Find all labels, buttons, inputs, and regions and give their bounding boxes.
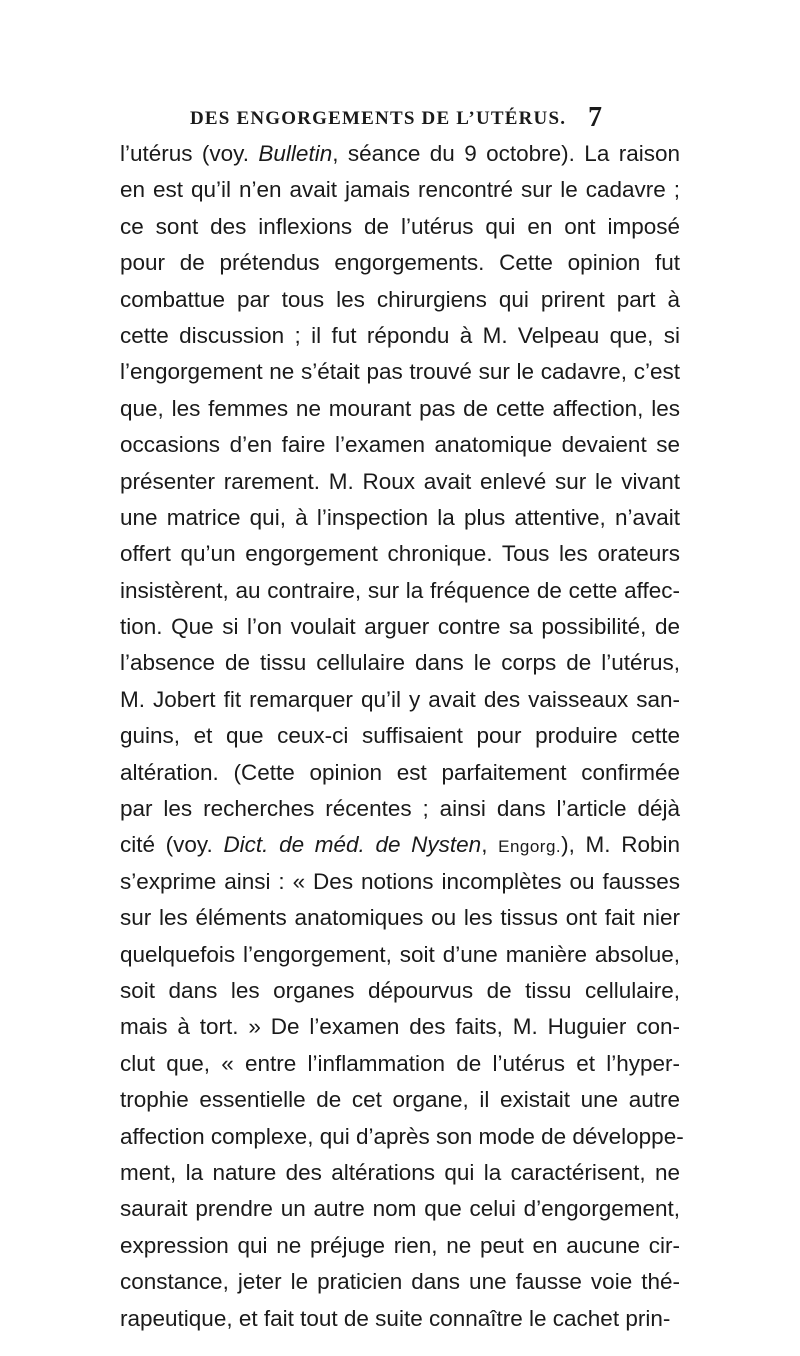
running-head [0,102,800,133]
text-segment: l’engorgement ne s’était pas trouvé sur le cadavre, c’est [120,359,680,385]
text-segment: altération. (Cette opinion est parfaitement confirmée [120,759,680,785]
italic-text: Bulletin [258,141,333,166]
text-line [120,827,680,863]
text-segment: soit dans les organes dépourvus de tissu cellulaire, [120,977,680,1003]
italic-text: Dict. de méd. de Nysten [223,832,482,858]
text-segment: l’utérus (voy. [120,141,259,166]
text-line [120,609,680,645]
text-line [120,755,680,791]
text-segment: cité (voy. [120,832,224,858]
text-line [120,427,680,463]
text-segment: ), M. Robin [561,832,681,858]
text-line [120,536,680,572]
text-line [120,1046,680,1082]
text-line [120,973,680,1009]
smallcaps-text: Engorg. [498,837,562,857]
text-segment: M. Jobert fit remarquer qu’il y avait des vaisseaux san- [120,686,680,712]
text-segment: offert qu’un engorgement chronique. Tous les orateurs [120,541,680,567]
text-segment: affection complexe, qui d’après son mode de développe- [120,1123,684,1149]
text-segment: , séance du 9 octobre). La raison [332,141,680,166]
text-segment: trophie essentielle de cet organe, il existait une autre [120,1087,680,1113]
text-segment: s’exprime ainsi : « Des notions incomplètes ou fausses [120,868,680,894]
text-segment: combattue par tous les chirurgiens qui prirent part à [120,286,680,312]
text-line [120,245,680,281]
text-line [120,791,680,827]
text-segment: mais à tort. » De l’examen des faits, M. Huguier con- [120,1014,680,1040]
text-segment: l’absence de tissu cellulaire dans le corps de l’utérus, [120,650,680,676]
text-segment: présenter rarement. M. Roux avait enlevé sur le vivant [120,468,680,494]
text-line [120,391,680,427]
text-segment: occasions d’en faire l’examen anatomique devaient se [120,432,680,458]
text-line [120,464,680,500]
text-line [120,136,680,172]
text-segment: , [481,832,499,858]
page-number: 7 [588,102,602,133]
text-segment: par les recherches récentes ; ainsi dans l’article déjà [120,796,680,822]
text-line [120,1264,680,1300]
text-segment: rapeutique, et fait tout de suite connaître le cachet prin- [120,1305,671,1331]
text-line [120,1119,684,1155]
text-line [120,282,680,318]
text-line [120,573,680,609]
text-segment: ment, la nature des altérations qui la caractérisent, ne [120,1159,680,1185]
text-line [120,1009,680,1045]
text-line [120,354,680,390]
text-segment: pour de prétendus engorgements. Cette opinion fut [120,250,680,276]
text-line [120,645,680,681]
text-line [120,500,680,536]
text-segment: clut que, « entre l’inflammation de l’utérus et l’hyper- [120,1050,680,1076]
text-segment: insistèrent, au contraire, sur la fréquence de cette affec- [120,577,680,603]
text-segment: une matrice qui, à l’inspection la plus attentive, n’avait [120,504,680,530]
text-segment: sur les éléments anatomiques ou les tissus ont fait nier [120,905,680,931]
text-line [120,900,680,936]
text-line [120,209,680,245]
text-segment: en est qu’il n’en avait jamais rencontré sur le cadavre ; [120,177,680,203]
text-segment: cette discussion ; il fut répondu à M. Velpeau que, si [120,322,680,348]
text-segment: constance, jeter le praticien dans une fausse voie thé- [120,1269,680,1295]
text-line [120,718,680,754]
text-segment: expression qui ne préjuge rien, ne peut en aucune cir- [120,1232,680,1258]
text-segment: quelquefois l’engorgement, soit d’une manière absolue, [120,941,680,967]
text-line [120,1228,680,1264]
text-segment: guins, et que ceux-ci suffisaient pour produire cette [120,723,680,749]
text-line [120,318,680,354]
text-line [120,172,680,208]
text-segment: saurait prendre un autre nom que celui d’engorgement, [120,1196,680,1222]
text-line [120,937,680,973]
text-line [120,864,680,900]
text-line [120,1155,680,1191]
text-segment: ce sont des inflexions de l’utérus qui en ont imposé [120,213,680,239]
text-line [120,1082,680,1118]
text-line [120,682,680,718]
text-line [120,1301,680,1337]
running-title: DES ENGORGEMENTS DE L’UTÉRUS. [190,108,567,129]
text-line [120,1191,680,1227]
body-text [120,136,684,1337]
text-segment: tion. Que si l’on voulait arguer contre sa possibilité, de [120,614,680,640]
text-segment: que, les femmes ne mourant pas de cette affection, les [120,395,680,421]
